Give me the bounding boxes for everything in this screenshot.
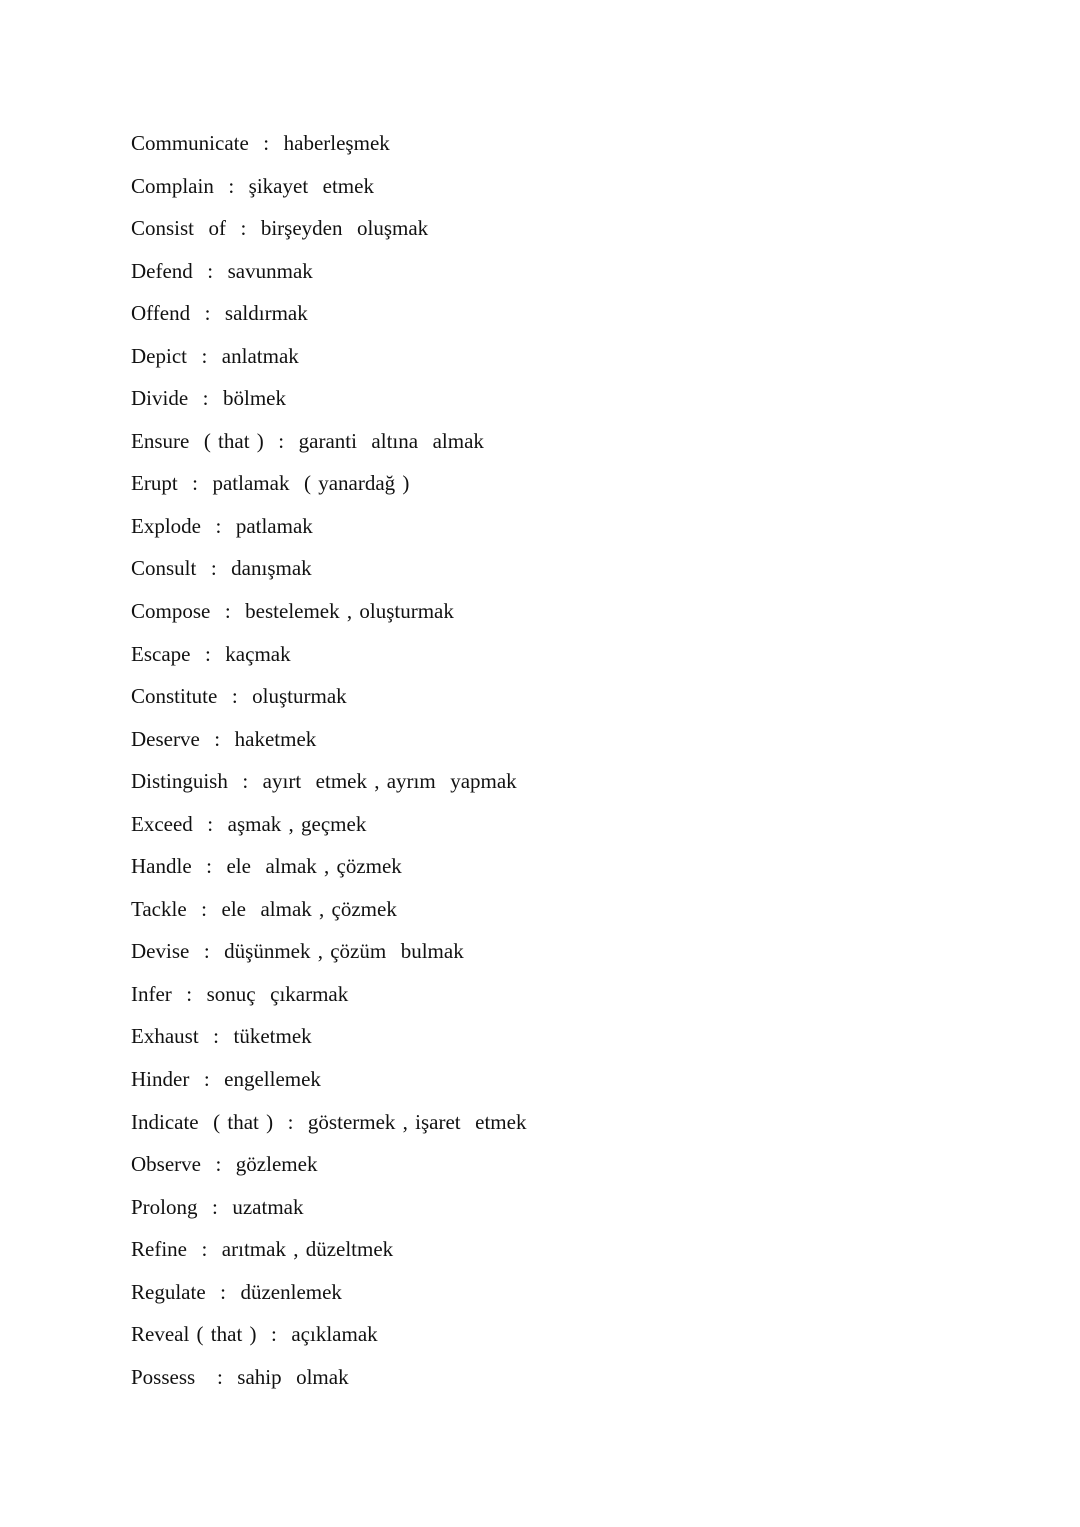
vocab-line: Defend : savunmak — [131, 258, 313, 283]
vocab-line: Consist of : birşeyden oluşmak — [131, 216, 429, 241]
vocab-line: Possess : sahip olmak — [131, 1364, 349, 1389]
vocab-line: Consult : danışmak — [131, 556, 312, 581]
vocab-line: Handle : ele almak , çözmek — [131, 854, 402, 879]
vocab-line: Exceed : aşmak , geçmek — [131, 811, 367, 836]
vocab-line: Escape : kaçmak — [131, 641, 291, 666]
vocab-line: Observe : gözlemek — [131, 1152, 318, 1177]
vocab-line: Regulate : düzenlemek — [131, 1279, 342, 1304]
vocab-line: Distinguish : ayırt etmek , ayrım yapmak — [131, 769, 517, 794]
vocab-line: Indicate ( that ) : göstermek , işaret etmek — [131, 1109, 527, 1134]
vocab-line: Hinder : engellemek — [131, 1067, 321, 1092]
vocabulary-list — [131, 122, 526, 1398]
vocab-line: Deserve : haketmek — [131, 726, 317, 751]
vocab-line: Ensure ( that ) : garanti altına almak — [131, 428, 484, 453]
vocab-line: Communicate : haberleşmek — [131, 131, 390, 155]
vocab-line: Offend : saldırmak — [131, 301, 308, 326]
vocab-line: Refine : arıtmak , düzeltmek — [131, 1237, 394, 1262]
vocab-line: Infer : sonuç çıkarmak — [131, 981, 349, 1006]
vocab-line: Reveal ( that ) : açıklamak — [131, 1322, 378, 1347]
vocab-line: Divide : bölmek — [131, 386, 286, 411]
vocab-line: Erupt : patlamak ( yanardağ ) — [131, 471, 410, 496]
vocab-line: Explode : patlamak — [131, 513, 313, 538]
vocab-line: Prolong : uzatmak — [131, 1194, 304, 1219]
vocab-line: Compose : bestelemek , oluşturmak — [131, 599, 454, 624]
vocab-line: Depict : anlatmak — [131, 343, 299, 368]
vocab-line: Devise : düşünmek , çözüm bulmak — [131, 939, 464, 964]
vocab-line: Exhaust : tüketmek — [131, 1024, 312, 1049]
vocab-line: Complain : şikayet etmek — [131, 173, 374, 198]
vocab-line: Tackle : ele almak , çözmek — [131, 896, 397, 921]
vocab-line: Constitute : oluşturmak — [131, 684, 347, 709]
